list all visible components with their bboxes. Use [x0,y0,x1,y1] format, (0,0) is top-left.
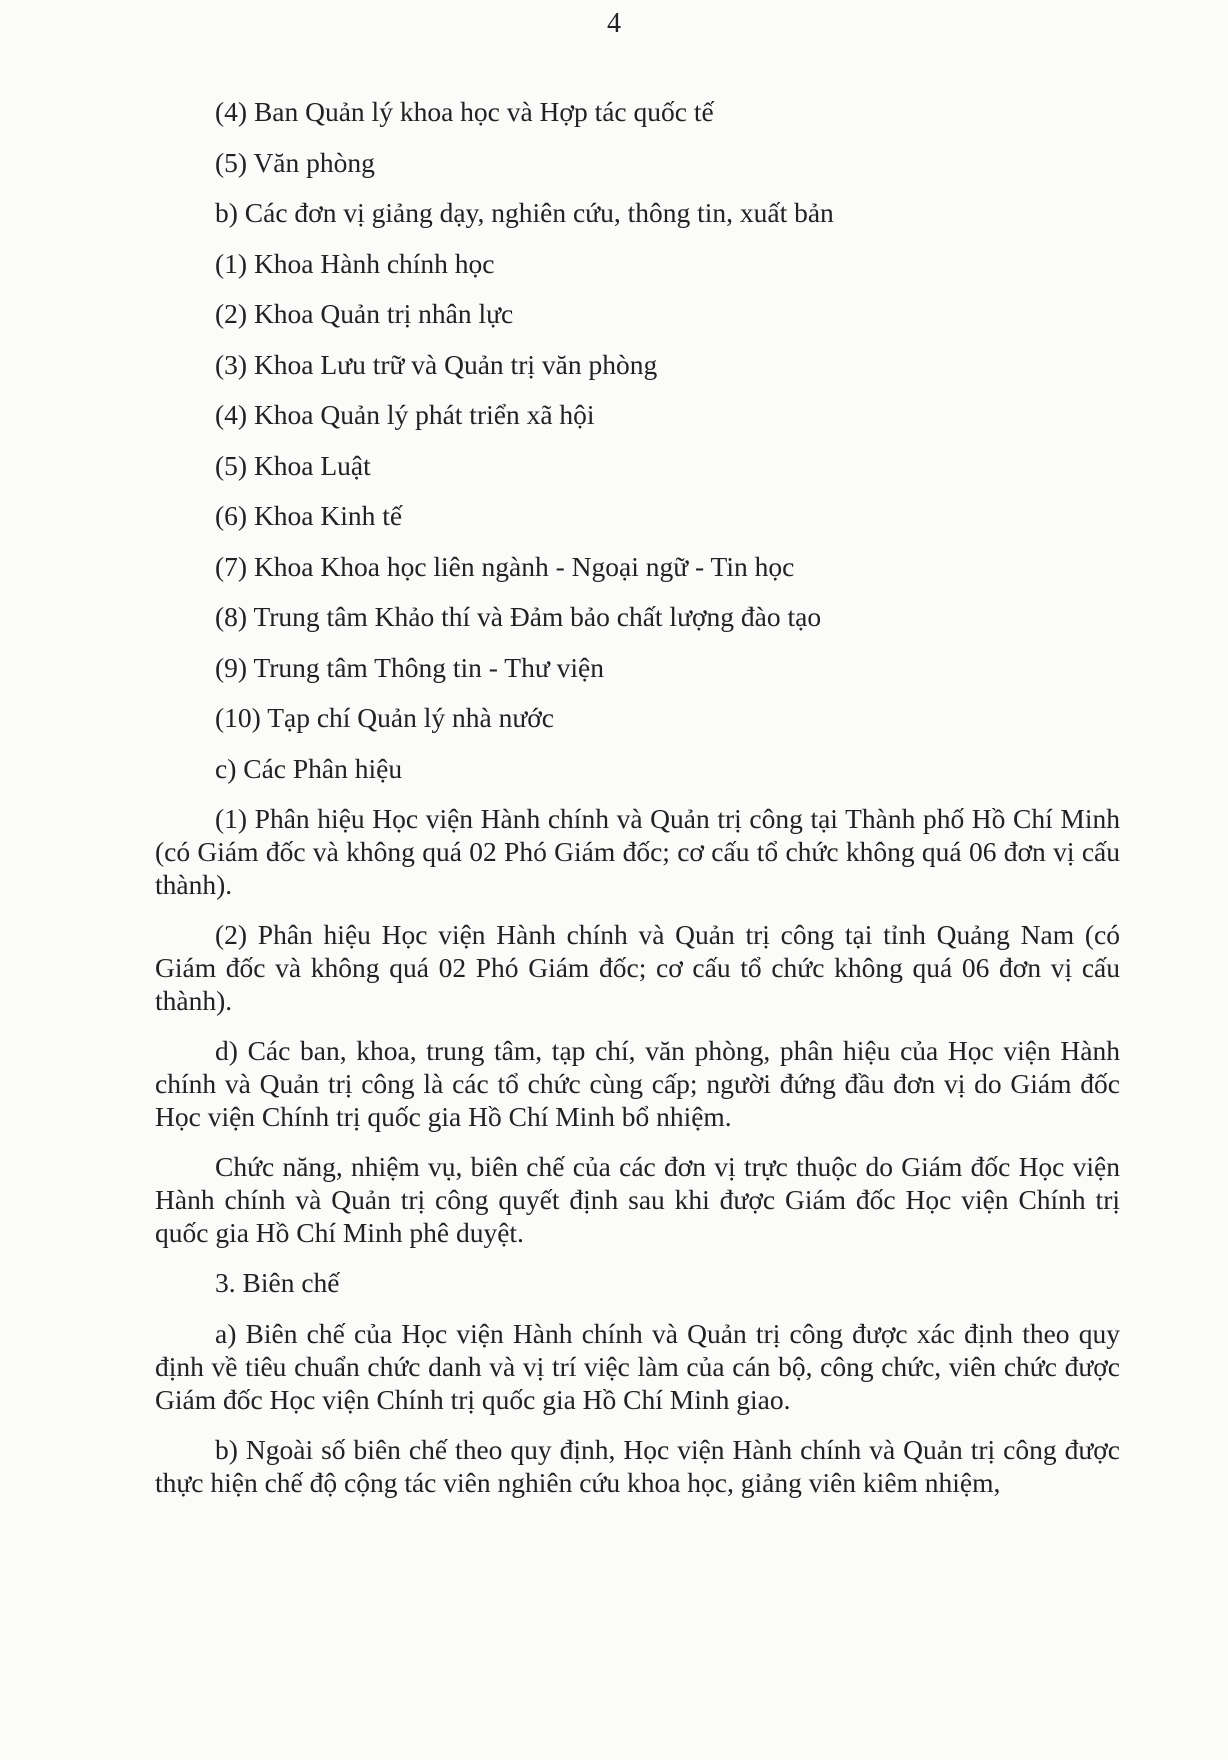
list-item: (8) Trung tâm Khảo thí và Đảm bảo chất lượng đào tạo [215,601,822,632]
list-item: (7) Khoa Khoa học liên ngành - Ngoại ngữ - Tin học [215,550,795,582]
section-heading-b: b) Các đơn vị giảng dạy, nghiên cứu, thông tin, xuất bản [215,197,834,228]
paragraph-3b: b) Ngoài số biên chế theo quy định, Học viện Hành chính và Quản trị công được thực hiện chế độ cộng tác viên nghiên cứu khoa học, giảng viên kiêm nhiệm, [155,1433,1120,1498]
paragraph-functions: Chức năng, nhiệm vụ, biên chế của các đơn vị trực thuộc do Giám đốc Học viện Hành chính và Quản trị công quyết định sau khi được Giám đốc Học viện Chính trị quốc gia Hồ Chí Minh phê duyệt. [155,1151,1120,1248]
paragraph-3a: a) Biên chế của Học viện Hành chính và Quản trị công được xác định theo quy định về tiêu chuẩn chức danh và vị trí việc làm của cán bộ, công chức, viên chức được Giám đốc Học viện Chính trị quốc gia Hồ Chí Minh giao. [155,1317,1120,1415]
page-number: 4 [607,8,621,39]
list-item: (3) Khoa Lưu trữ và Quản trị văn phòng [215,348,658,380]
list-item: (4) Ban Quản lý khoa học và Hợp tác quốc tế [215,96,714,127]
paragraph-branch-quang-nam: (2) Phân hiệu Học viện Hành chính và Quản trị công tại tỉnh Quảng Nam (có Giám đốc và không quá 02 Phó Giám đốc; cơ cấu tổ chức không quá 06 đơn vị cấu thành). [155,919,1120,1016]
section-heading-c: c) Các Phân hiệu [215,752,403,784]
list-item: (6) Khoa Kinh tế [215,500,403,531]
paragraph-d: d) Các ban, khoa, trung tâm, tạp chí, văn phòng, phân hiệu của Học viện Hành chính và Quản trị công là các tổ chức cùng cấp; người đứng đầu đơn vị do Giám đốc Học viện Chính trị quốc gia Hồ Chí Minh bổ nhiệm. [155,1035,1120,1132]
list-item: (5) Khoa Luật [215,449,371,481]
list-item: (1) Khoa Hành chính học [215,247,495,279]
list-item: (4) Khoa Quản lý phát triển xã hội [215,399,595,430]
list-item: (5) Văn phòng [215,146,375,178]
list-item: (9) Trung tâm Thông tin - Thư viện [215,651,604,683]
document-body [155,95,1120,1499]
list-item: (10) Tạp chí Quản lý nhà nước [215,702,554,733]
paragraph-branch-hcm: (1) Phân hiệu Học viện Hành chính và Quản trị công tại Thành phố Hồ Chí Minh (có Giám đốc và không quá 02 Phó Giám đốc; cơ cấu tổ chức không quá 06 đơn vị cấu thành). [155,803,1120,900]
list-item: (2) Khoa Quản trị nhân lực [215,298,514,329]
section-heading-3: 3. Biên chế [215,1267,340,1298]
